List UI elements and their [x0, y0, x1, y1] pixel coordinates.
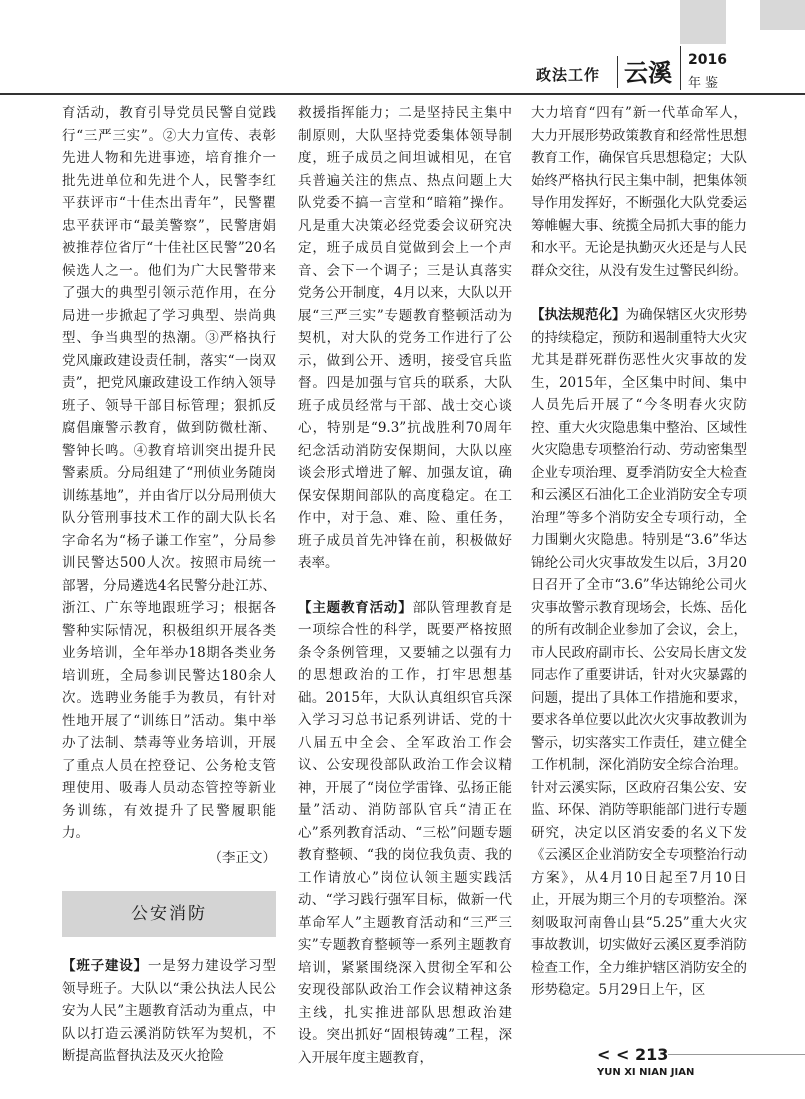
- footer-romanized-title: YUN XI NIAN JIAN: [597, 1067, 695, 1078]
- text-column-3: [531, 102, 747, 1002]
- subsection-tag: 【主题教育活动】: [298, 599, 413, 616]
- header-gray-corner: [760, 0, 805, 30]
- paragraph: 育活动，教育引导党员民警自觉践行“三严三实”。②大力宣传、表彰先进人物和先进事迹，培育推介一批先进单位和先进个人，民警李红平获评市“十佳杰出青年”，民警瞿忠平获评市“最美警察”，民警唐娟被推荐位省厅“十佳社区民警”20名候选人之一。他们为广大民警带来了强大的典型引领示范作用，在分局进一步掀起了学习典型、崇尚典型、争当典型的热潮。③严格执行党风廉政建设责任制，落实“一岗双责”，把党风廉政建设工作纳入领导班子、领导干部目标管理；狠抓反腐倡廉警示教育，做到防微杜渐、警钟长鸣。④教育培训突出提升民警素质。分局组建了“刑侦业务随岗训练基地”，并由省厅以分局刑侦大队分管刑事技术工作的副大队长名字命名为“杨子谦工作室”，分局参训民警达500人次。按照市局统一部署，分局遴选4名民警分赴江苏、浙江、广东等地跟班学习；根据各警种实际情况，积极组织开展各类业务培训，全年举办18期各类业务培训班，全局参训民警达180余人次。选聘业务能手为教员，有针对性地开展了“训练日”活动。集中举办了法制、禁毒等业务培训，开展了重点人员在控登记、公务枪支管理使用、吸毒人员动态管控等新业务训练，有效提升了民警履职能力。: [62, 105, 276, 841]
- text-column-2: [298, 102, 512, 1069]
- subsection-tag: 【执法规范化】: [531, 307, 626, 323]
- footer-rule: [668, 1054, 805, 1055]
- header-rule: [0, 93, 805, 95]
- paragraph-gap: [298, 575, 512, 597]
- paragraph: 大力培育“四有”新一代革命军人，大力开展形势政策教育和经常性思想教育工作，确保官兵思想稳定；大队始终严格执行民主集中制，把集体领导作用发挥好，不断强化大队党委运筹帷幄大事、统揽全局抓大事的能力和水平。无论是执勤灭火还是与人民群众交往，从没有发生过警民纠纷。: [531, 105, 747, 279]
- section-heading: 公安消防: [62, 891, 276, 937]
- header-brand: 云溪: [624, 59, 672, 87]
- author-credit: （李正文）: [208, 849, 276, 866]
- paragraph-text: 为确保辖区火灾形势的持续稳定，预防和遏制重特大火灾尤其是群死群伤恶性火灾事故的发生，2015年，全区集中时间、集中人员先后开展了“今冬明春火灾防控、重大火灾隐患集中整治、区域性火灾隐患专项整治行动、劳动密集型企业专项治理、夏季消防安全大检查和云溪区石油化工企业消防安全专项治理”等多个消防安全专项行动，全力围剿火灾隐患。特别是“3.6”华达锦纶公司火灾事故发生以后，3月20日召开了全市“3.6”华达锦纶公司火灾事故警示教育现场会，长炼、岳化的所有改制企业参加了会议，会上，市人民政府副市长、公安局长唐文发同志作了重要讲话，针对火灾暴露的问题，提出了具体工作措施和要求，要求各单位要以此次火灾事故教训为警示，切实落实工作责任，建立健全工作机制，深化消防安全综合治理。针对云溪实际，区政府召集公安、安监、环保、消防等职能部门进行专题研究，决定以区消安委的名义下发《云溪区企业消防安全专项整治行动方案》，从4月10日起至7月10日止，开展为期三个月的专项整治。深刻吸取河南鲁山县“5.25”重大火灾事故教训，切实做好云溪区夏季消防检查工作，全力维护辖区消防安全的形势稳定。5月29日上午，区: [531, 307, 747, 998]
- paragraph: [298, 597, 512, 1070]
- header-year: 2016: [688, 52, 727, 68]
- header-yearbook: 年鉴: [688, 76, 723, 91]
- paragraph-gap: [531, 282, 747, 304]
- header-divider: [617, 56, 618, 88]
- header-gray-bar: [680, 0, 726, 44]
- subsection-tag: 【班子建设】: [62, 958, 148, 974]
- page-number: < < 213: [597, 1045, 669, 1064]
- paragraph-text: 一是努力建设学习型领导班子。大队以“秉公执法人民公安为人民”主题教育活动为重点，中队以打造云溪消防铁军为契机，不断提高监督执法及灭火抢险: [62, 958, 277, 1064]
- paragraph: [62, 955, 276, 1068]
- paragraph-text: 部队管理教育是一项综合性的科学，既要严格按照条令条例管理，又要辅之以强有力的思想政治的工作，打牢思想基础。2015年，大队认真组织官兵深入学习习总书记系列讲话、党的十八届五中全会、全军政治工作会议、公安现役部队政治工作会议精神，开展了“岗位学雷锋、弘扬正能量”活动、消防部队官兵“清正在心”系列教育活动、“三松”问题专题教育整顿、“我的岗位我负责、我的工作请放心”岗位认领主题实践活动、“学习践行强军目标，做新一代革命军人”主题教育活动和“三严三实”专题教育整顿等一系列主题教育培训，紧紧围绕深入贯彻全军和公安现役部队政治工作会议精神这条主线，扎实推进部队思想政治建设。突出抓好“固根铸魂”工程，深入开展年度主题教育，: [298, 599, 513, 1066]
- paragraph: 救援指挥能力；二是坚持民主集中制原则，大队坚持党委集体领导制度，班子成员之间坦诚相见，在官兵普遍关注的焦点、热点问题上大队党委不搞一言堂和“暗箱”操作。凡是重大决策必经党委会议研究决定，班子成员自觉做到会上一个声音、会下一个调子；三是认真落实党务公开制度，4月以来，大队以开展“三严三实”专题教育整顿活动为契机，对大队的党务工作进行了公示，做到公开、透明，接受官兵监督。四是加强与官兵的联系，大队班子成员经常与干部、战士交心谈心，特别是“9.3”抗战胜利70周年纪念活动消防安保期间，大队以座谈会形式增进了解、加强友谊，确保安保期间部队的高度稳定。在工作中，对于急、难、险、重任务，班子成员首先冲锋在前，积极做好表率。: [298, 105, 512, 571]
- text-column-1: [62, 102, 276, 1068]
- page-header: [0, 0, 805, 96]
- paragraph: [531, 304, 747, 1002]
- header-section-title: 政法工作: [536, 66, 601, 84]
